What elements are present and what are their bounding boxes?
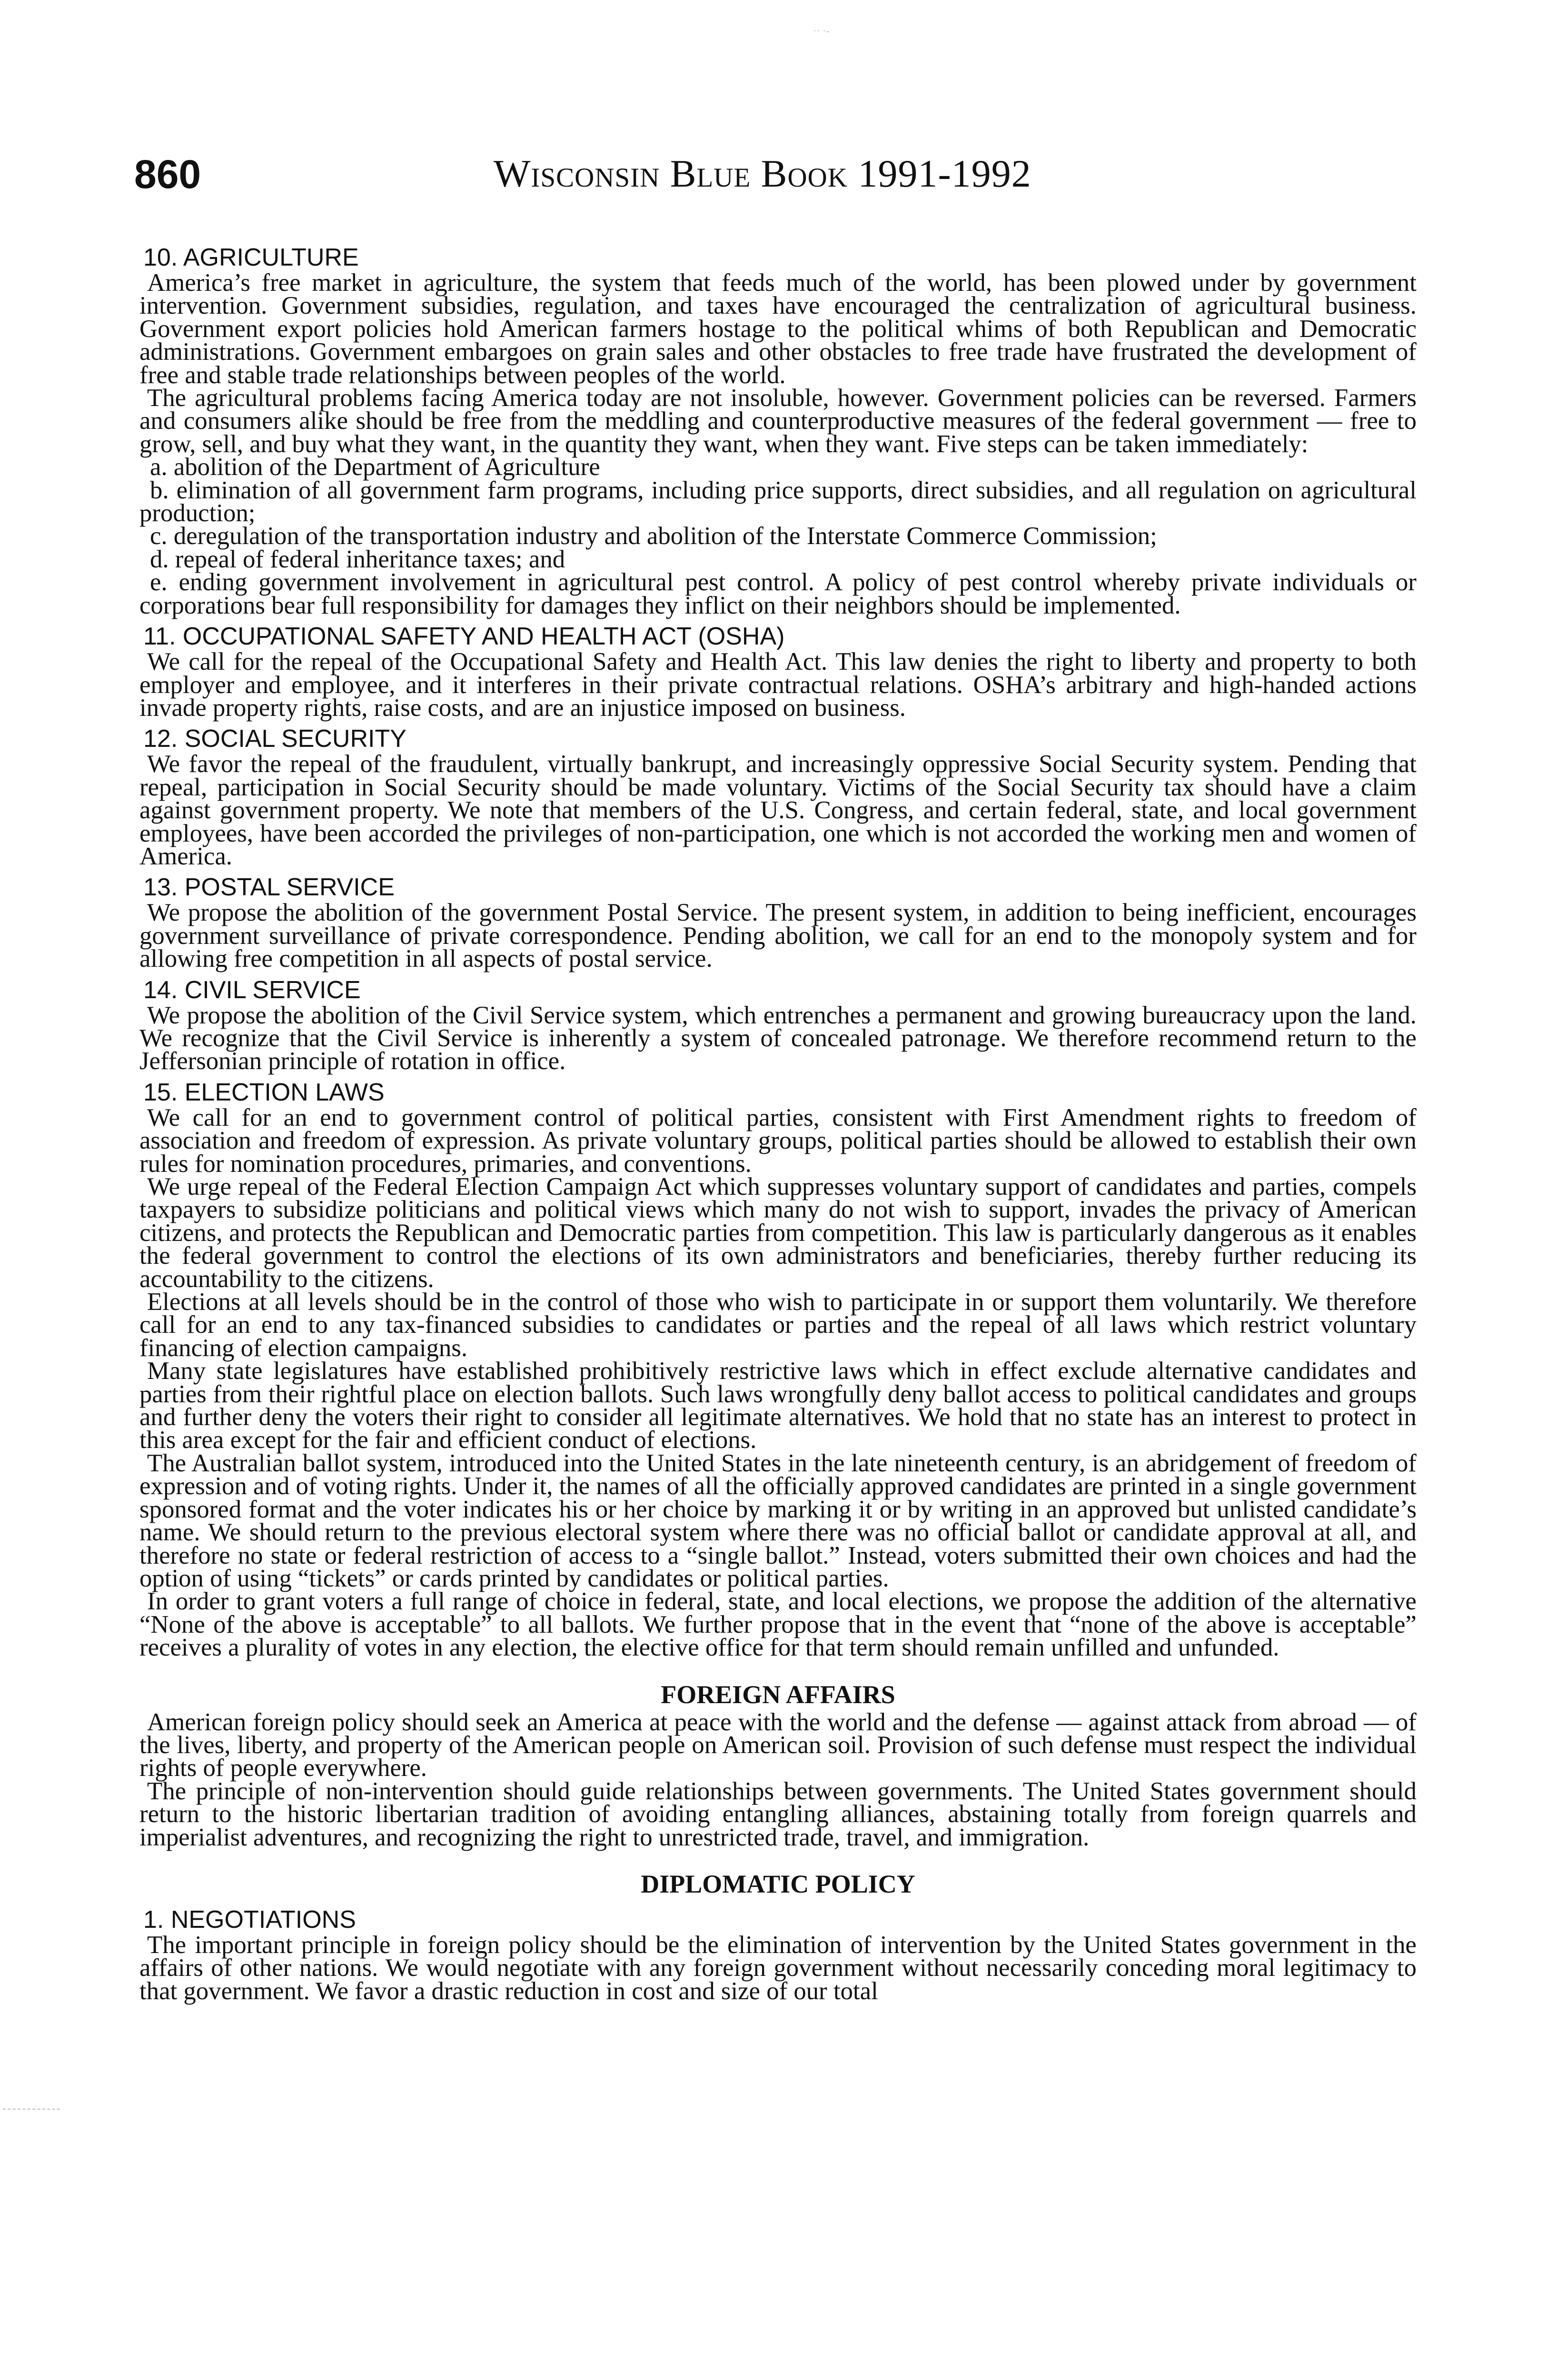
section-election-laws bbox=[139, 1073, 1417, 1662]
paragraph: Many state legislatures have established prohibitively restrictive laws which in effect exclude alternative candidates and parties from their rightful place on election ballots. Such laws wrongfully deny ballot access to political candidates and groups and further deny the voters their right to consider all legitimate alternatives. We hold that no state has an interest to protect in this area except for the fair and efficient conduct of elections. bbox=[139, 1357, 1417, 1454]
major-heading: FOREIGN AFFAIRS bbox=[661, 1680, 895, 1709]
margin-mark bbox=[3, 2109, 60, 2111]
paragraph: The principle of non-intervention should guide relationships between governments. The United States government should return to the historic libertarian tradition of avoiding entangling alliances, abstaining totally from foreign quarrels and imperialist adventures, and recognizing the right to unrestricted trade, travel, and immigration. bbox=[139, 1777, 1417, 1851]
section-civil-service bbox=[139, 971, 1417, 1073]
section-heading: 10. AGRICULTURE bbox=[143, 244, 359, 271]
section-heading: 13. POSTAL SERVICE bbox=[143, 873, 395, 902]
section-heading: 14. CIVIL SERVICE bbox=[143, 976, 361, 1004]
section-heading: 12. SOCIAL SECURITY bbox=[143, 725, 406, 753]
section-social-security bbox=[139, 719, 1417, 868]
paragraph: America’s free market in agriculture, the system that feeds much of the world, has been plowed under by government intervention. Government subsidies, regulation, and taxes have encouraged the centralization of agricultural business. Government export policies hold American farmers hostage to the political whims of both Republican and Democratic administrations. Government embargoes on grain sales and other obstacles to free trade have frustrated the development of free and stable trade relationships between peoples of the world. bbox=[139, 269, 1417, 389]
paragraph: We propose the abolition of the Civil Service system, which entrenches a permanent and growing bureaucracy upon the land. We recognize that the Civil Service is inherently a system of concealed patronage. We therefore recommend return to the Jeffersonian principle of rotation in office. bbox=[139, 1001, 1417, 1075]
section-diplomatic-policy bbox=[139, 1849, 1417, 2003]
section-foreign-affairs bbox=[139, 1659, 1417, 1849]
section-postal-service bbox=[139, 868, 1417, 973]
paragraph: In order to grant voters a full range of choice in federal, state, and local elections, we propose the addition of the alternative “None of the above is acceptable” to all ballots. We further propose that in the event that “none of the above is acceptable” receives a plurality of votes in any election, the elective office for that term should remain unfilled and unfunded. bbox=[139, 1587, 1417, 1662]
body-text bbox=[139, 244, 1417, 2003]
paragraph: The important principle in foreign policy should be the elimination of intervention by the United States government in the affairs of other nations. We would negotiate with any foreign government without necessarily conceding moral legitimacy to that government. We favor a drastic reduction in cost and size of our total bbox=[139, 1931, 1417, 2005]
list-item: b. elimination of all government farm programs, including price supports, direct subsidies, and all regulation on agricultural production; bbox=[139, 476, 1417, 527]
paragraph: We call for the repeal of the Occupational Safety and Health Act. This law denies the right to liberty and property to both employer and employee, and it interferes in their private contractual relations. OSHA’s arbitrary and high-handed actions invade property rights, raise costs, and are an injustice imposed on business. bbox=[139, 648, 1417, 722]
list-item: c. deregulation of the transportation industry and abolition of the Interstate Commerce Commission; bbox=[150, 522, 1157, 550]
section-heading: 1. NEGOTIATIONS bbox=[143, 1905, 356, 1934]
paragraph: We propose the abolition of the government Postal Service. The present system, in addition to being inefficient, encourages government surveillance of private correspondence. Pending abolition, we call for an end to the monopoly system and for allowing free competition in all aspects of postal service. bbox=[139, 899, 1417, 973]
list-item: a. abolition of the Department of Agriculture bbox=[150, 453, 600, 481]
list-item: e. ending government involvement in agricultural pest control. A policy of pest control whereby private individuals or corporations bear full responsibility for damages they inflict on their neighbors should be implemented. bbox=[139, 568, 1417, 619]
section-osha bbox=[139, 617, 1417, 722]
scan-artifact: ·· ·‑ bbox=[813, 25, 830, 37]
running-head bbox=[134, 151, 1419, 204]
page-number: 860 bbox=[134, 152, 201, 197]
paragraph: We favor the repeal of the fraudulent, virtually bankrupt, and increasingly oppressive Social Security system. Pending that repeal, participation in Social Security should be made voluntary. Victims of the Social Security tax should have a claim against government property. We note that members of the U.S. Congress, and certain federal, state, and local government employees, have been accorded the privileges of non-participation, one which is not accorded the working men and women of America. bbox=[139, 750, 1417, 870]
major-heading: DIPLOMATIC POLICY bbox=[641, 1869, 915, 1898]
section-heading: 15. ELECTION LAWS bbox=[143, 1078, 385, 1106]
section-heading: 11. OCCUPATIONAL SAFETY AND HEALTH ACT (OSHA) bbox=[143, 623, 785, 651]
running-title: Wisconsin Blue Book 1991-1992 bbox=[494, 152, 1031, 195]
paragraph: We urge repeal of the Federal Election Campaign Act which suppresses voluntary support of candidates and parties, compels taxpayers to subsidize politicians and political views which many do not wish to support, invades the privacy of American citizens, and protects the Republican and Democratic parties from competition. This law is particularly dangerous as it enables the federal government to control the elections of its own administrators and beneficiaries, thereby further reducing its accountability to the citizens. bbox=[139, 1173, 1417, 1293]
paragraph: Elections at all levels should be in the control of those who wish to participate in or support them voluntarily. We therefore call for an end to any tax-financed subsidies to candidates or parties and the repeal of all laws which restrict voluntary financing of election campaigns. bbox=[139, 1288, 1417, 1362]
section-agriculture bbox=[139, 244, 1417, 617]
paragraph: The Australian ballot system, introduced into the United States in the late nineteenth century, is an abridgement of freedom of expression and of voting rights. Under it, the names of all the officially approved candidates are printed in a single government sponsored format and the voter indicates his or her choice by marking it or by writing in an approved but unlisted candidate’s name. We should return to the previous electoral system where there was no official ballot or candidate approval at all, and therefore no state or federal restriction of access to a “single ballot.” Instead, voters submitted their own choices and had the option of using “tickets” or cards printed by candidates or political parties. bbox=[139, 1449, 1417, 1592]
list-item: d. repeal of federal inheritance taxes; and bbox=[150, 545, 565, 573]
paragraph: We call for an end to government control of political parties, consistent with First Amendment rights to freedom of association and freedom of expression. As private voluntary groups, political parties should be allowed to establish their own rules for nomination procedures, primaries, and conventions. bbox=[139, 1103, 1417, 1178]
paragraph: American foreign policy should seek an America at peace with the world and the defense — against attack from abroad — of the lives, liberty, and property of the American people on American soil. Provision of such defense must respect the individual rights of people everywhere. bbox=[139, 1708, 1417, 1782]
paragraph: The agricultural problems facing America today are not insoluble, however. Government policies can be reversed. Farmers and consumers alike should be free from the meddling and counterproductive measures of the federal government — free to grow, sell, and buy what they want, in the quantity they want, when they want. Five steps can be taken immediately: bbox=[139, 384, 1417, 458]
